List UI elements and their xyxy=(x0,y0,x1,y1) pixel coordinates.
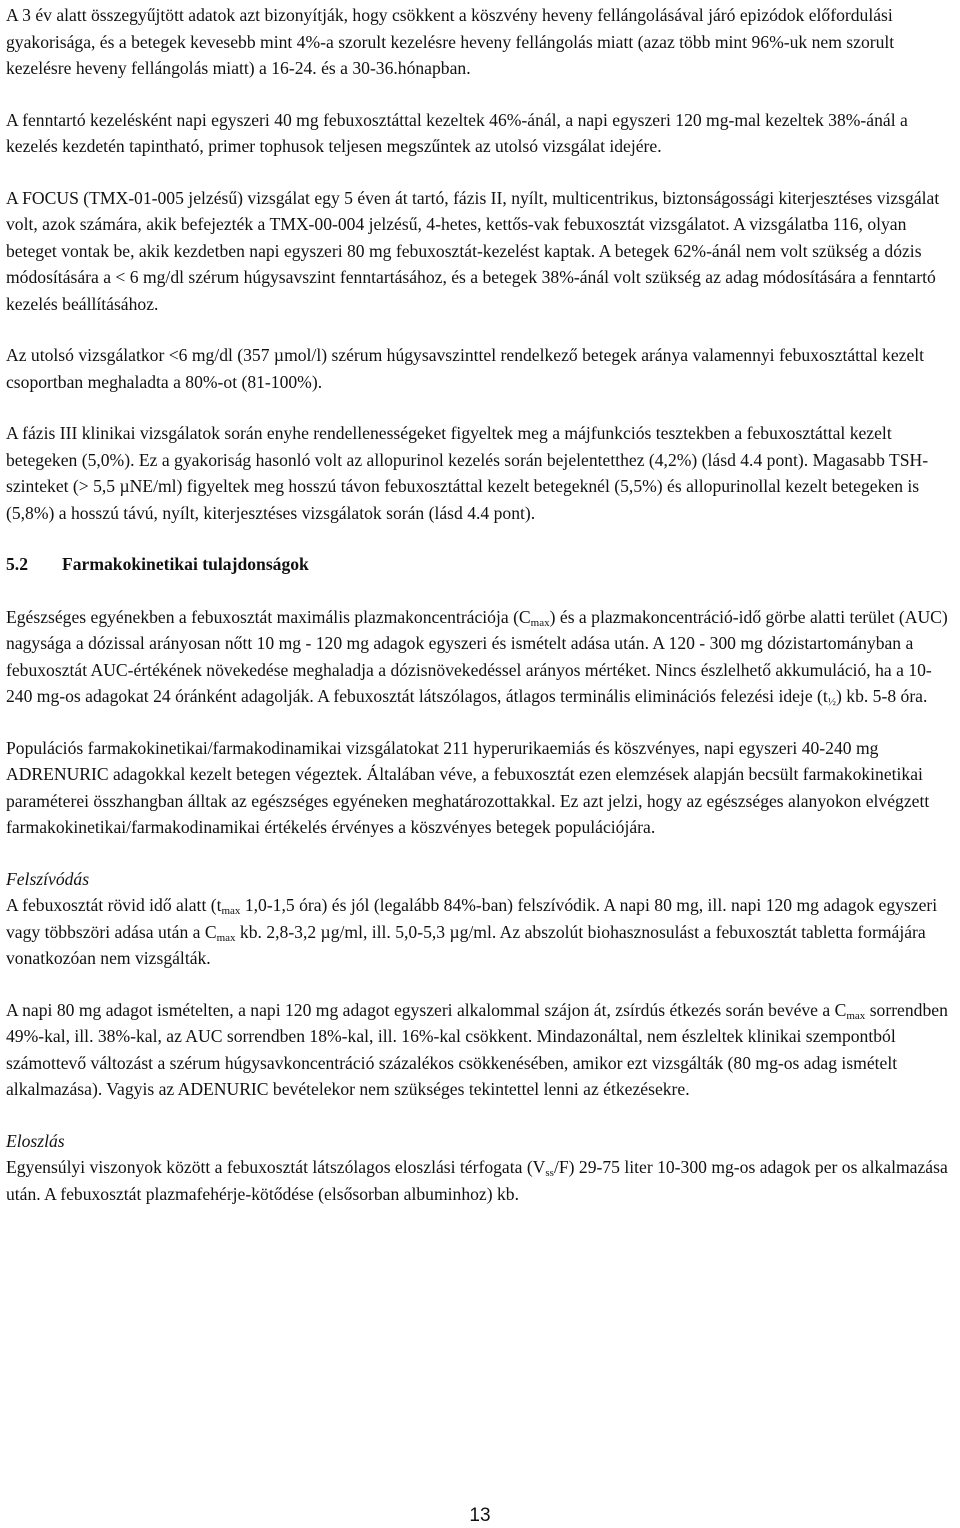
paragraph-focus-study: A FOCUS (TMX-01-005 jelzésű) vizsgálat egy 5 éven át tartó, fázis II, nyílt, multicentrikus, biztonságossági kiterjesztéses vizsgálat volt, azok számára, akik befejezték a TMX-00-004 jelzésű, 4-hetes, kettős-vak febuxosztát vizsgálatot. A vizsgálatba 116, olyan beteget vontak be, akik kezdetben napi egyszeri 80 mg febuxosztát-kezelést kaptak. A betegek 62%-ánál nem volt szükség a dózis módosítására a < 6 mg/dl szérum húgysavszint fenntartásához, és a betegek 38%-ánál volt szükség az adag módosítására a fenntartó kezelés beállításához. xyxy=(6,187,940,314)
absorption-heading: Felszívódás xyxy=(6,868,90,889)
document-page xyxy=(6,2,956,1207)
paragraph-distribution: Egyensúlyi viszonyok között a febuxosztát látszólagos eloszlási térfogata $(V_{ss}/F)$ 29-75 liter 10-300 mg-os adagok per os alkalmazása után. A febuxosztát plazmafehérje-kötődése (elsősorban albuminhoz) kb. xyxy=(6,1157,948,1204)
section-title: Farmakokinetikai tulajdonságok xyxy=(62,554,309,574)
paragraph-food-effect: A napi 80 mg adagot ismételten, a napi 120 mg adagot egyszeri alkalommal szájon át, zsírdús étkezés során bevéve a $C_{max}$ sorrendben 49%-kal, ill. 38%-kal, az AUC sorrendben 18%-kal, ill. 16%-kal csökkent. Mindazonáltal, nem észleltek klinikai szempontból számottevő változást a szérum húgysavkoncentráció százalékos csökkenésében, amikor ezt vizsgálták (80 mg-os adag ismételt alkalmazása). Vagyis az ADENURIC bevételekor nem szükséges tekintettel lenni az étkezésekre. xyxy=(6,999,948,1099)
paragraph-tophus-resolution: A fenntartó kezelésként napi egyszeri 40 mg febuxosztáttal kezeltek 46%-ánál, a napi egyszeri 120 mg-mal kezeltek 38%-ánál a kezelés kezdetén tapintható, primer tophusok teljesen megszűntek az utolsó vizsgálat idejére. xyxy=(6,109,908,156)
paragraph-pk-dose-proportionality: Egészséges egyénekben a febuxosztát maximális plazmakoncentrációja $(C_{max})$ és a plazmakoncentráció-idő görbe alatti terület (AUC) nagysága a dózissal arányosan nőtt 10 mg - 120 mg adagok egyszeri és ismételt adása után. A 120 - 300 mg dózistartományban a febuxosztát AUC-értékének növekedése meghaladja a dózisnövekedéssel arányos mértéket. Nincs észlelhető akkumuláció, ha a 10-240 mg-os adagokat 24 óránként adagolják. A febuxosztát látszólagos, átlagos terminális eliminációs felezési ideje $(t_{\frac{1}{2}})$ kb. 5-8 óra. xyxy=(6,606,948,708)
paragraph-uric-acid-level: Az utolsó vizsgálatkor <6 mg/dl (357 µmol/l) szérum húgysavszinttel rendelkező betegek aránya valamennyi febuxosztáttal kezelt csoportban meghaladta a 80%-ot (81-100%). xyxy=(6,345,925,392)
paragraph-liver-function: A fázis III klinikai vizsgálatok során enyhe rendellenességeket figyeltek meg a májfunkciós tesztekben a febuxosztáttal kezelt betegeken (5,0%). Ez a gyakoriság hasonló volt az allopurinol kezelés során bejelentetthez (4,2%) (lásd 4.4 pont). Magasabb TSH-szinteket (> 5,5 µNE/ml) figyeltek meg hosszú távon febuxosztáttal kezelt betegeknél (5,5%) és allopurinollal kezelt betegeken is (5,8%) a hosszú távú, nyílt, kiterjesztéses vizsgálatok során (lásd 4.4 pont). xyxy=(6,423,929,523)
paragraph-absorption: A febuxosztát rövid idő alatt ($t_{max}$ 1,0-1,5 óra) és jól (legalább 84%-ban) felszívódik. A napi 80 mg, ill. napi 120 mg adagok egyszeri vagy többszöri adása után a $C_{max}$ kb. 2,8-3,2 µg/ml, ill. 5,0-5,3 µg/ml. Az abszolút biohasznosulást a febuxosztát tabletta formájára vonatkozóan nem vizsgálták. xyxy=(6,895,938,968)
page-number: 13 xyxy=(469,1505,491,1526)
section-heading xyxy=(6,551,956,578)
paragraph-flare-frequency: A 3 év alatt összegyűjtött adatok azt bizonyítják, hogy csökkent a köszvény heveny fellángolásával járó epizódok előfordulási gyakorisága, és a betegek kevesebb mint 4%-a szorult kezelésre heveny fellángolás miatt (azaz több mint 96%-uk nem szorult kezelésre heveny fellángolás miatt) a 16-24. és a 30-36.hónapban. xyxy=(6,5,895,78)
section-number: 5.2 xyxy=(6,554,28,574)
paragraph-population-pk: Populációs farmakokinetikai/farmakodinamikai vizsgálatokat 211 hyperurikaemiás és köszvényes, napi egyszeri 40-240 mg ADRENURIC adagokkal kezelt betegen végeztek. Általában véve, a febuxosztát ezen elemzések alapján becsült farmakokinetikai paraméterei összhangban álltak az egészséges egyéneken meghatározottakkal. Ez azt jelzi, hogy az egészséges alanyokon elvégzett farmakokinetikai/farmakodinamikai értékelés érvényes a köszvényes betegek populációjára. xyxy=(6,737,930,837)
distribution-heading: Eloszlás xyxy=(6,1130,65,1151)
